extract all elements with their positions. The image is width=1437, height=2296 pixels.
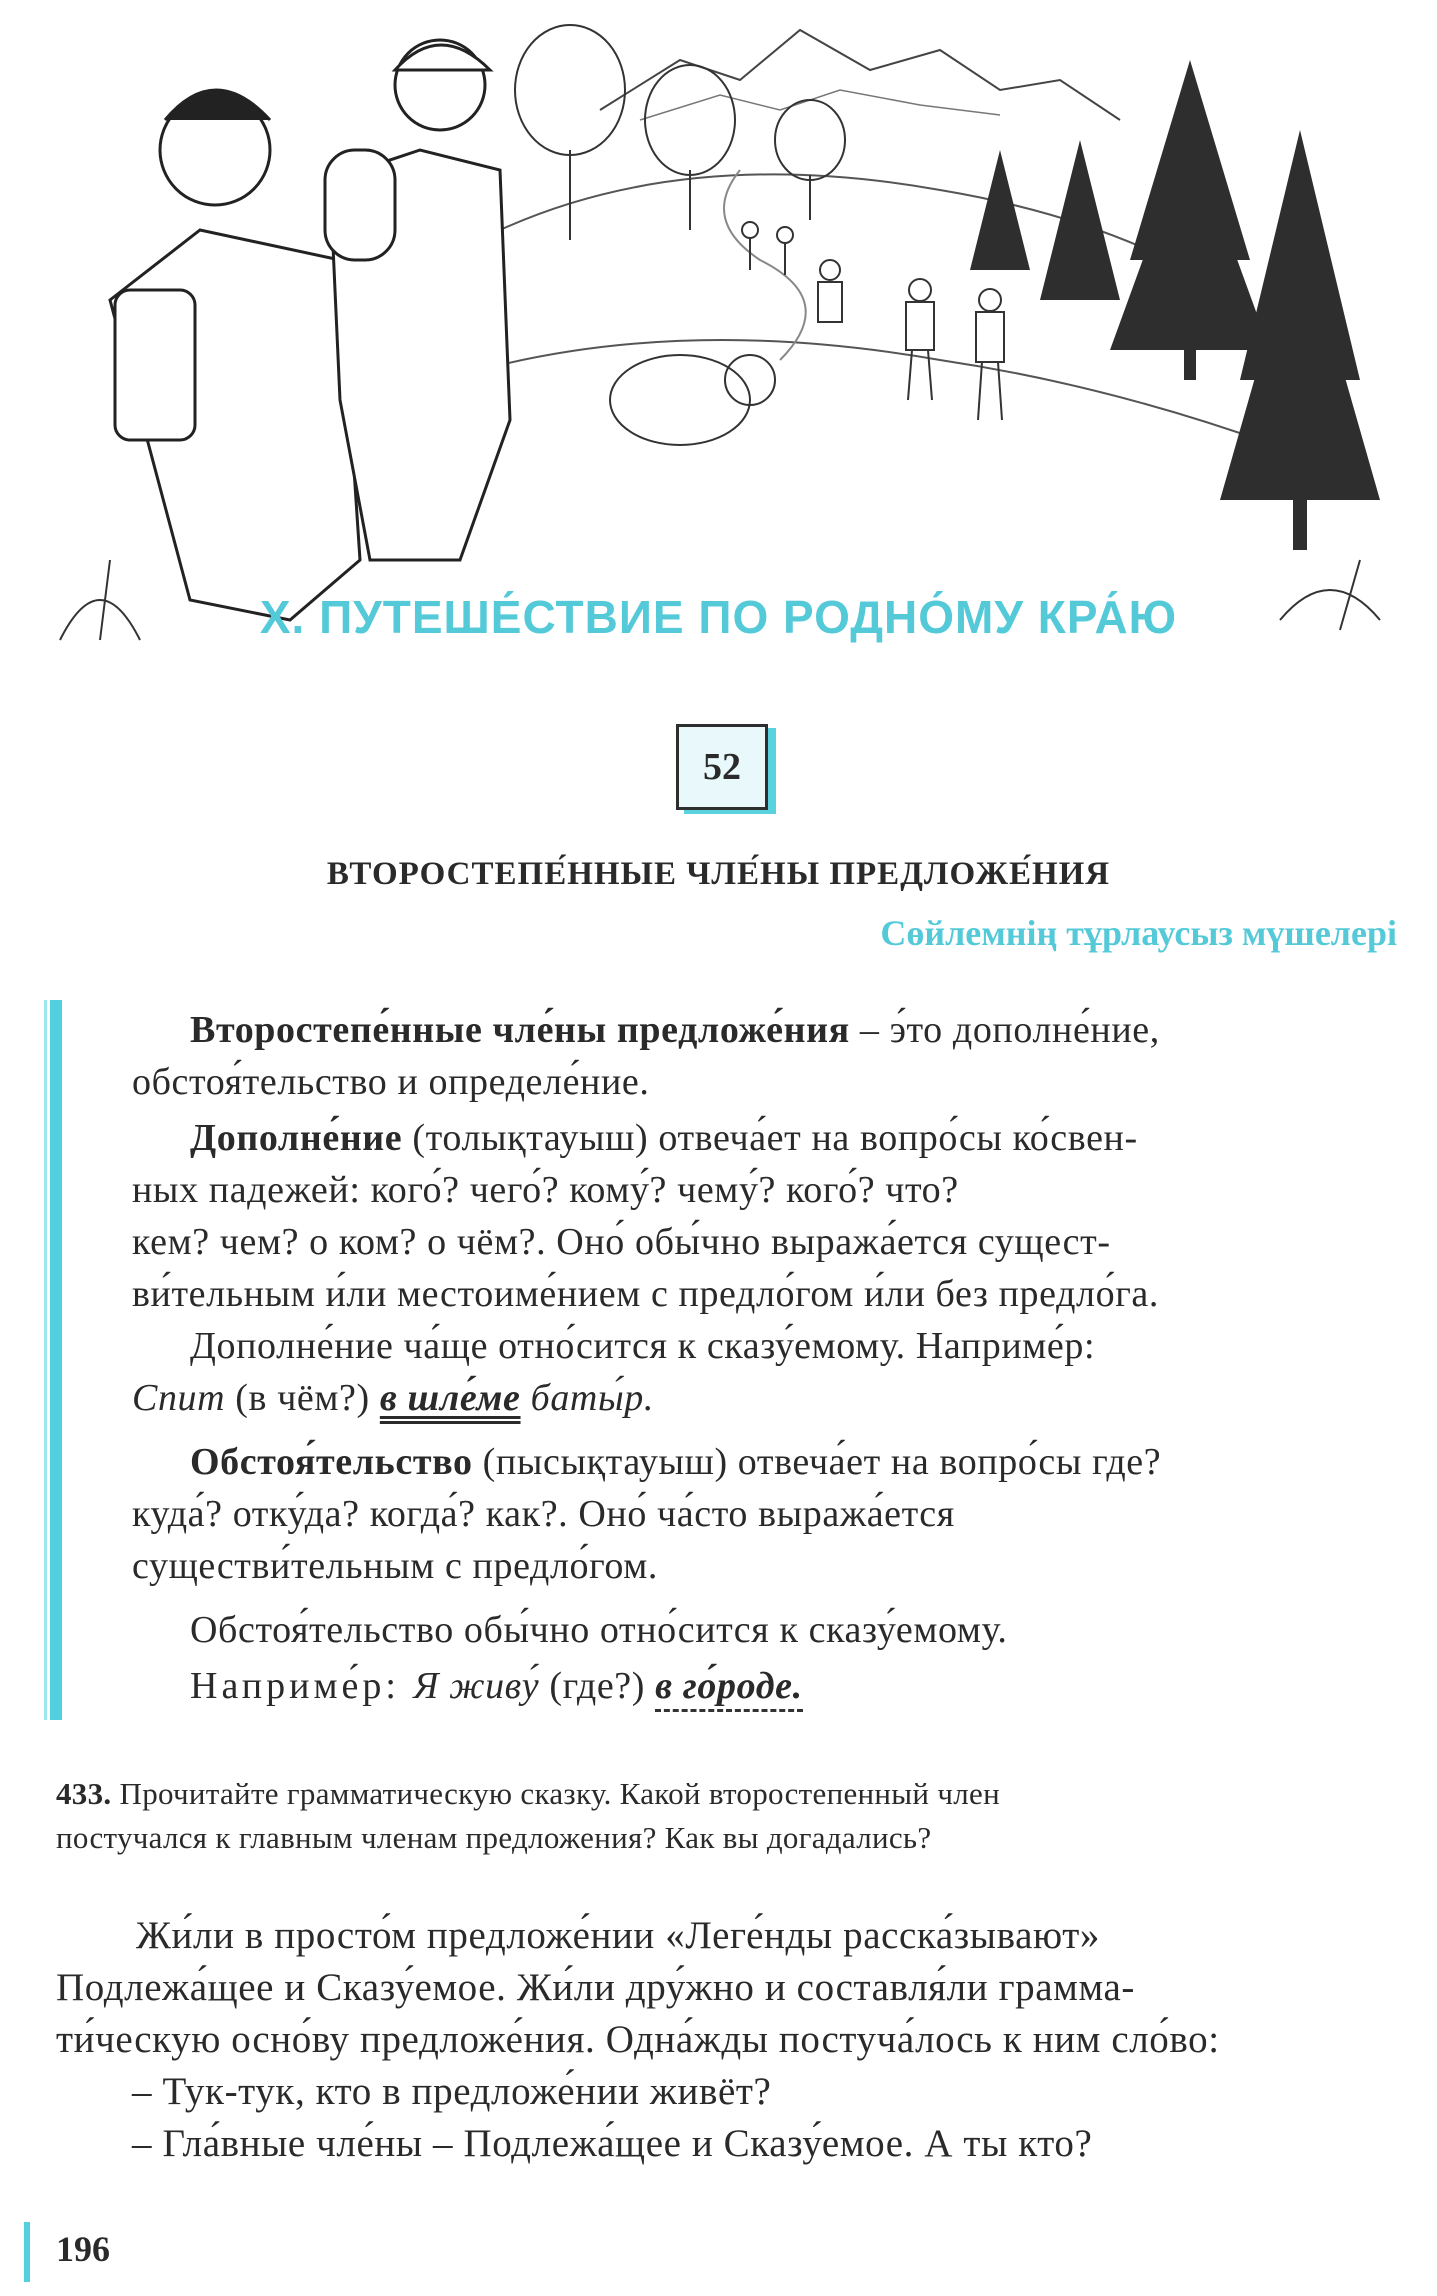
example-text: баты́р. [520,1377,655,1419]
rule-line-9 [190,1436,1437,1488]
rule-term: Второстепе́нные чле́ны предложе́ния [190,1009,850,1051]
rule-line-3 [190,1112,1437,1164]
rule-line-6: ви́тельным и́ли местоиме́нием с предло́гом и́ли без предло́га. [132,1273,1159,1315]
rule-term: Дополне́ние [190,1117,403,1159]
rule-text: – э́то дополне́ние, [849,1009,1160,1051]
story-line-4: – Тук-тук, кто в предложе́нии живёт? [132,2070,772,2113]
story-line-3: ти́ческую осно́ву предложе́ния. Одна́жды постуча́лось к ним сло́во: [56,2018,1220,2061]
lesson-number-box: 52 [676,724,768,810]
rule-line-10: куда́? отку́да? когда́? как?. Оно́ ча́сто выража́ется [132,1493,955,1535]
page-number: 196 [56,2229,110,2269]
question-text: (где?) [539,1665,656,1707]
rule-line-5: кем? чем? о ком? о чём?. Оно́ обы́чно выража́ется сущест- [132,1221,1111,1263]
exercise-line-2: постучался к главным членам предложения? Как вы догадались? [56,1820,932,1855]
chapter-title: X. ПУТЕШЕ́СТВИЕ ПО РОДНО́МУ КРА́Ю [259,591,1178,643]
rule-line-1 [190,1004,1437,1056]
rule-side-bar [50,1000,62,1720]
rule-line-11: существи́тельным с предло́гом. [132,1545,658,1587]
example-label: Наприме́р: [190,1665,414,1707]
rule-term: Обстоя́тельство [190,1441,473,1483]
rule-line-12: Обстоя́тельство обы́чно отно́сится к сказу́емому. [190,1609,1008,1651]
topic-title: ВТОРОСТЕПЕ́ННЫЕ ЧЛЕ́НЫ ПРЕДЛОЖЕ́НИЯ [326,856,1111,892]
story-line-5: – Гла́вные чле́ны – Подлежа́щее и Сказу́емое. А ты кто? [132,2122,1093,2165]
topic-subtitle: Сөйлемнің тұрлаусыз мүшелері [880,913,1397,953]
example-adverbial: в го́роде. [655,1665,803,1712]
example-text: Спит [132,1377,226,1419]
exercise-number: 433. [56,1776,112,1811]
example-text: Я живу́ [413,1665,540,1707]
example-object: в шле́ме [379,1377,521,1419]
hiking-illustration [40,0,1420,650]
rule-line-4: ных падежей: кого́? чего́? кому́? чему́? кого́? что? [132,1169,959,1211]
rule-text: (толықтауыш) отвеча́ет на вопро́сы ко́свен- [402,1117,1138,1159]
exercise-text: Прочитайте грамматическую сказку. Какой второстепенный член [111,1776,1000,1811]
exercise-line-1 [56,1772,1000,1816]
rule-line-2: обстоя́тельство и определе́ние. [132,1061,650,1103]
page-number-bar [24,2222,30,2282]
question-text: (в чём?) [225,1377,380,1419]
rule-line-13 [190,1660,1437,1712]
rule-side-bar-thin [44,1000,47,1720]
rule-line-8 [132,1372,1402,1424]
rule-text: (пысықтауыш) отвеча́ет на вопро́сы где? [472,1441,1162,1483]
rule-line-7: Дополне́ние ча́ще отно́сится к сказу́емому. Наприме́р: [190,1325,1096,1367]
story-line-2: Подлежа́щее и Сказу́емое. Жи́ли дру́жно и составля́ли грамма- [56,1966,1135,2009]
story-line-1: Жи́ли в просто́м предложе́нии «Леге́нды расска́зывают» [136,1914,1100,1957]
